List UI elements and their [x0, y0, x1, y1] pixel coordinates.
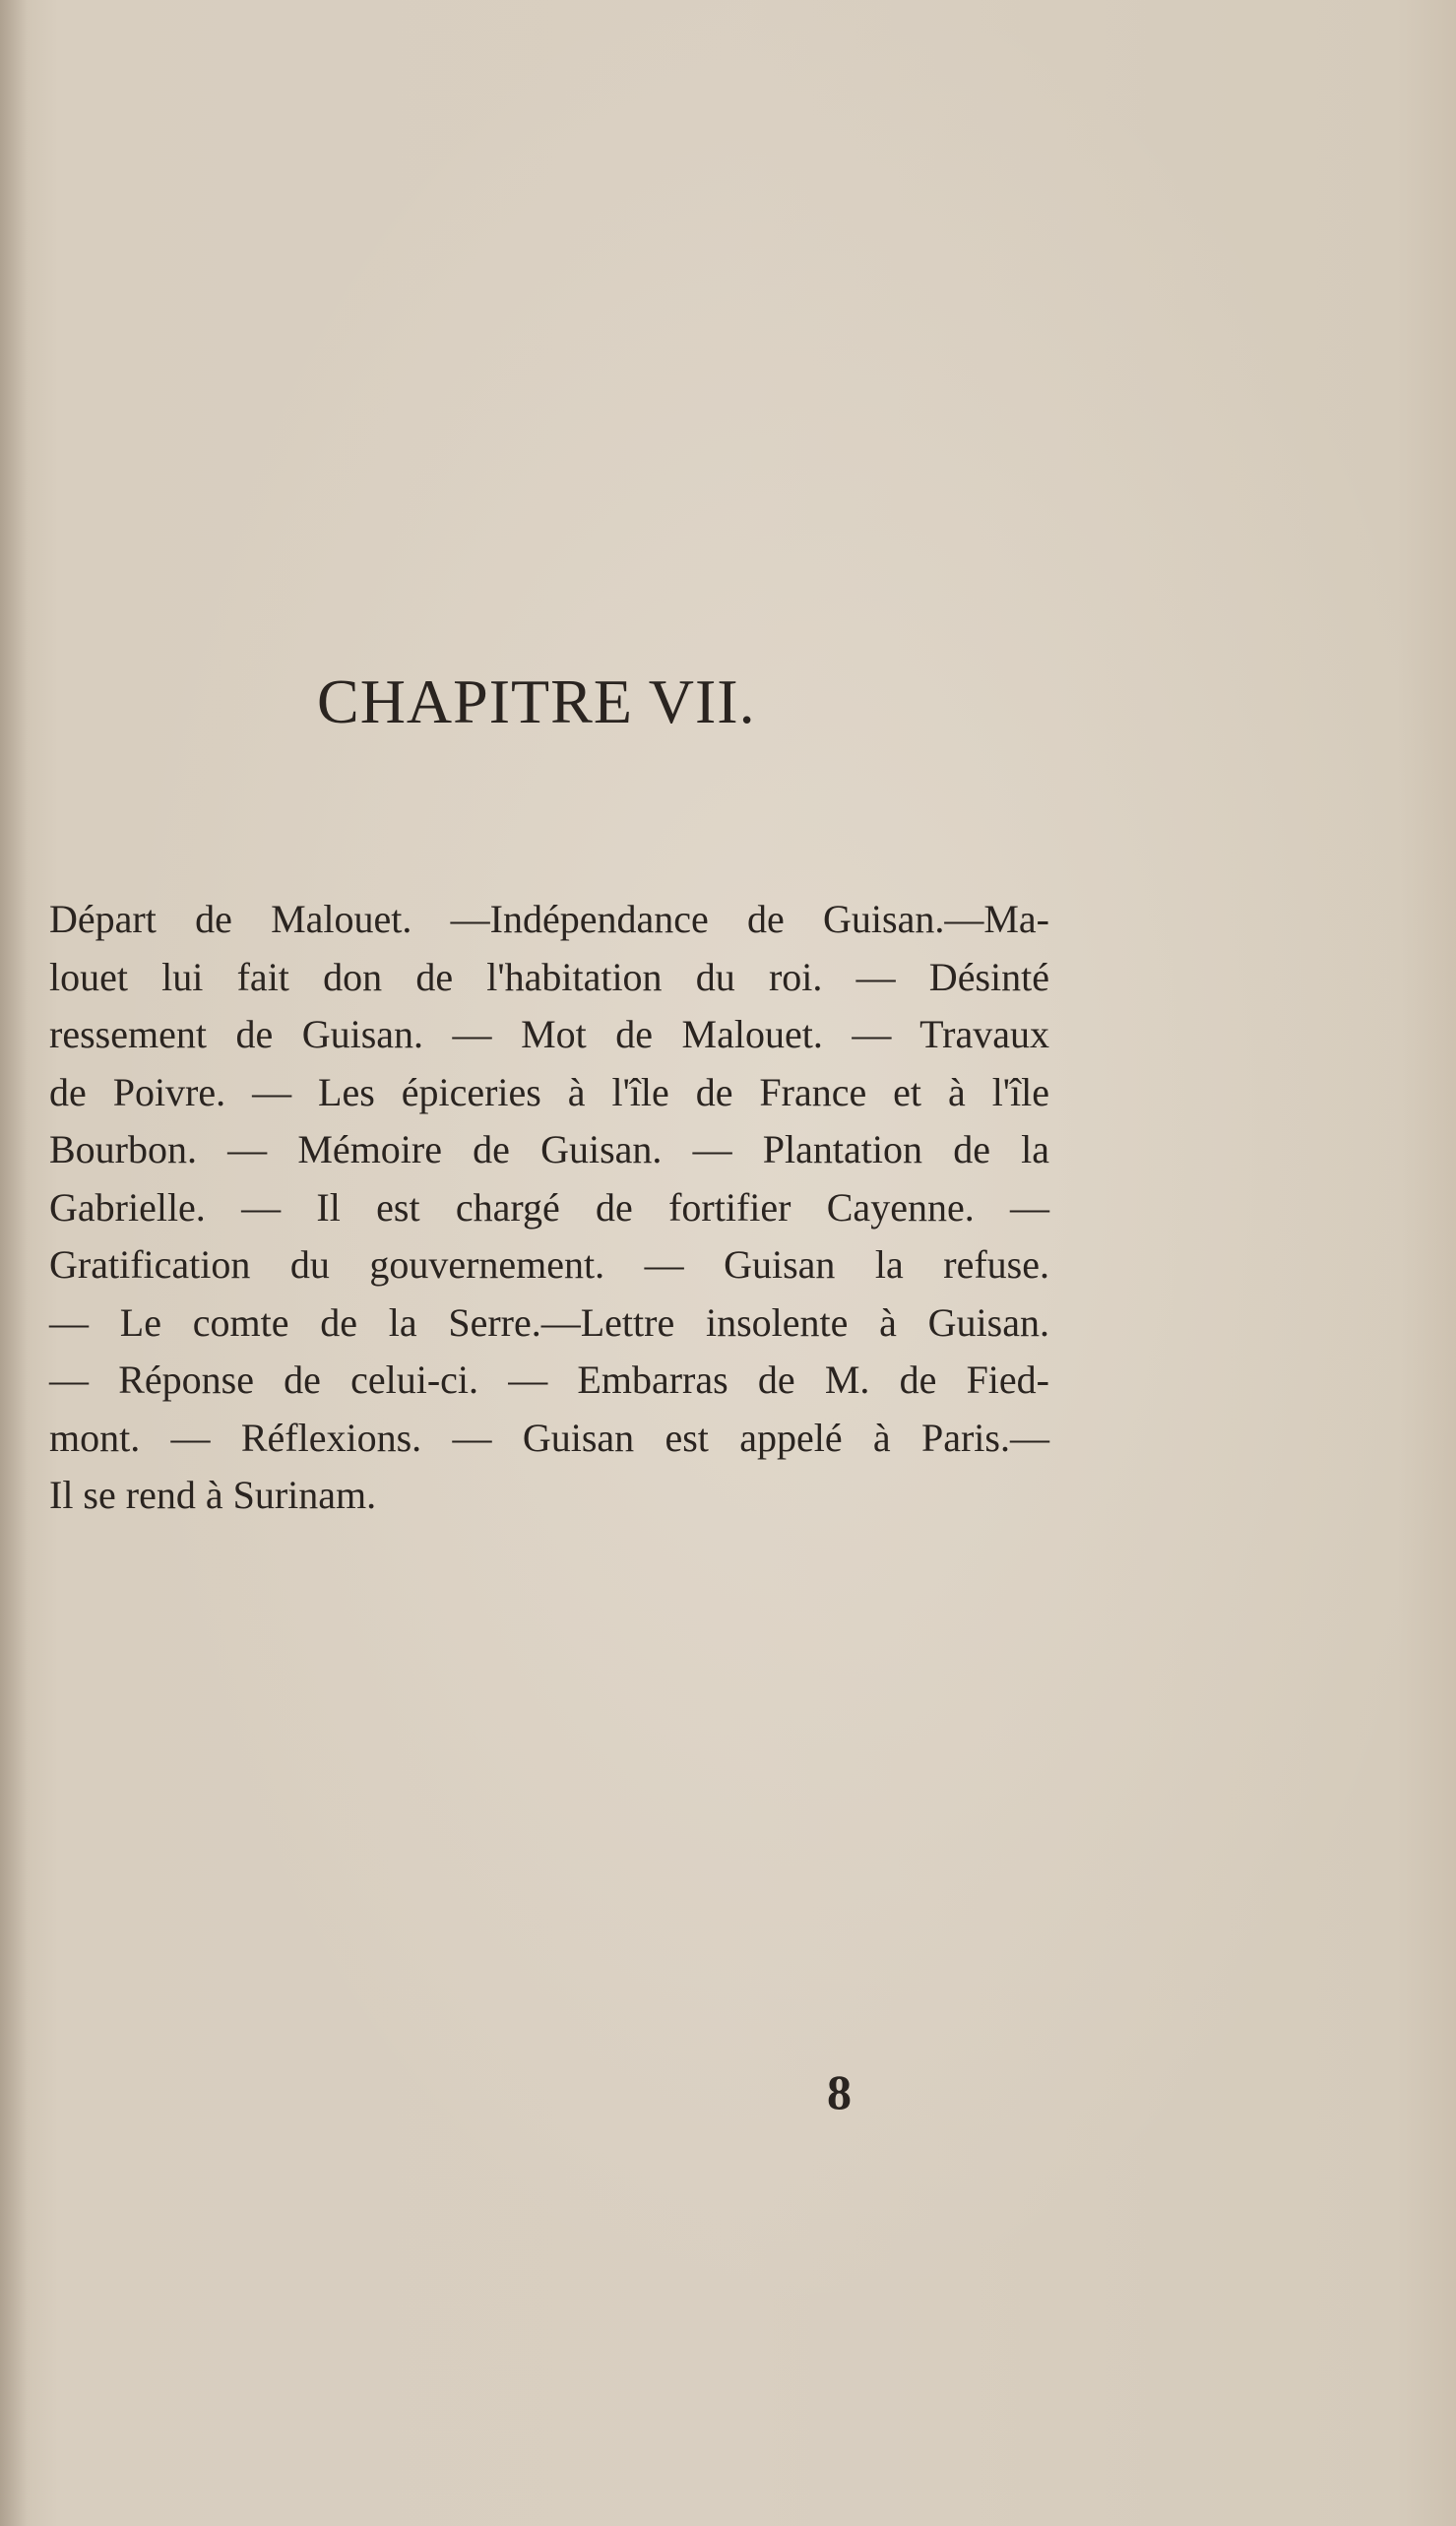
chapter-summary [49, 891, 1049, 1525]
chapter-title: CHAPITRE VII. [317, 666, 756, 736]
page-number: 8 [827, 2064, 852, 2119]
summary-line: de Poivre. — Les épiceries à l'île de France et à l'île [49, 1069, 1049, 1114]
summary-line: Départ de Malouet. —Indépendance de Guisan.—Ma- [49, 897, 1049, 941]
summary-line: Il se rend à Surinam. [49, 1473, 377, 1517]
summary-line: louet lui fait don de l'habitation du roi. — Désinté [49, 954, 1049, 999]
summary-line: Gratification du gouvernement. — Guisan la refuse. [49, 1242, 1049, 1287]
summary-line: — Le comte de la Serre.—Lettre insolente à Guisan. [49, 1299, 1049, 1345]
summary-line: Bourbon. — Mémoire de Guisan. — Plantation de la [49, 1127, 1049, 1171]
page-gutter-shadow [0, 0, 28, 2526]
summary-line: ressement de Guisan. — Mot de Malouet. — Travaux [49, 1012, 1049, 1056]
summary-line: — Réponse de celui-ci. — Embarras de M. de Fied- [49, 1358, 1049, 1402]
summary-line: mont. — Réflexions. — Guisan est appelé à Paris.— [49, 1415, 1049, 1460]
summary-line: Gabrielle. — Il est chargé de fortifier Cayenne. — [49, 1184, 1049, 1230]
